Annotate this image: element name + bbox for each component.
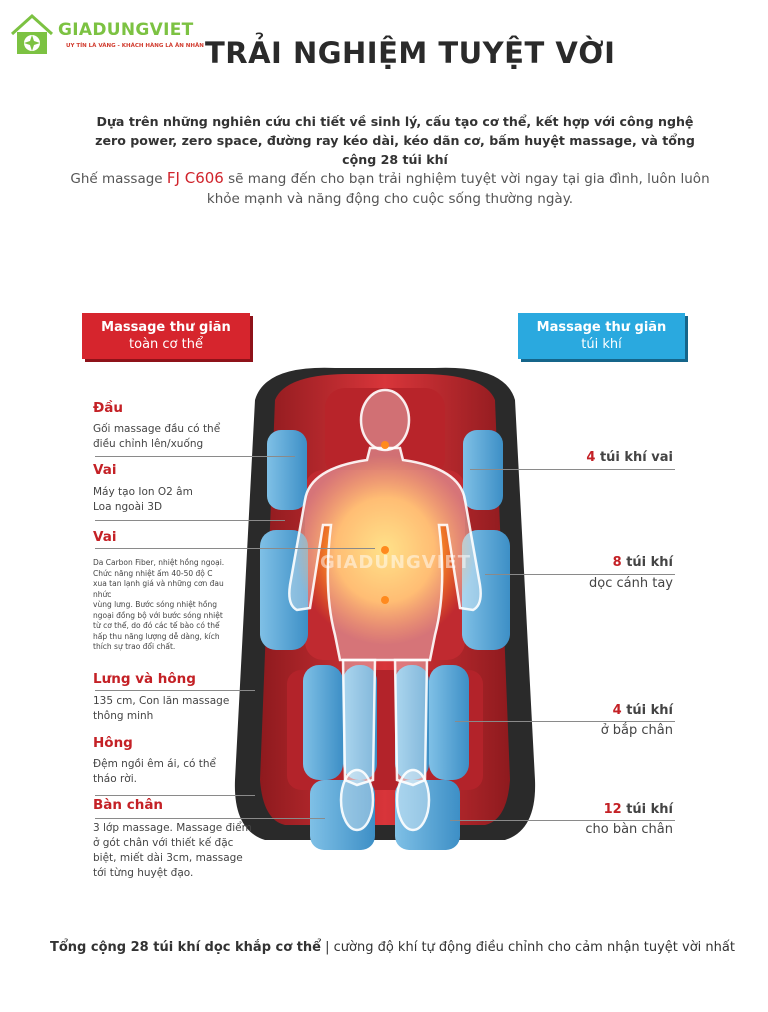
watermark: GIADUNGVIET bbox=[320, 552, 472, 573]
airbag-label: túi khí bbox=[626, 555, 673, 570]
airbag-count: 12 bbox=[603, 802, 622, 817]
feature-foot-airbag-desc: cho bàn chân bbox=[585, 822, 673, 837]
intro-text bbox=[60, 168, 720, 209]
airbag-label: túi khí bbox=[626, 802, 673, 817]
ribbon-full-body bbox=[82, 313, 250, 359]
feature-waist-title: Lưng và hông bbox=[93, 671, 196, 687]
desc-line: điều chỉnh lên/xuống bbox=[93, 438, 204, 450]
desc-line: Chức năng nhiệt ấm 40-50 độ C bbox=[93, 568, 213, 578]
feature-shoulder-title: Vai bbox=[93, 462, 117, 478]
desc-line: thích sự trao đổi chất. bbox=[93, 642, 176, 651]
leader-line bbox=[95, 548, 375, 549]
logo-name: GIADUNGVIET bbox=[58, 20, 194, 40]
desc-line: Loa ngoài 3D bbox=[93, 501, 163, 513]
brand-logo bbox=[10, 12, 204, 62]
desc-line: Gối massage đầu có thể bbox=[93, 423, 221, 435]
feature-calf-airbag bbox=[613, 703, 673, 718]
shoulder-airbag-right bbox=[463, 430, 503, 510]
massage-chair-illustration bbox=[225, 360, 545, 900]
feature-shoulder-airbag bbox=[586, 450, 673, 465]
leader-line bbox=[95, 795, 255, 796]
desc-line: ngoại đồng bộ với bước sóng nhiệt bbox=[93, 610, 223, 620]
airbag-count: 4 bbox=[612, 703, 622, 718]
desc-line: từ cơ thể, do đó các tế bào có thể bbox=[93, 621, 220, 630]
desc-line: 135 cm, Con lăn massage bbox=[93, 695, 230, 707]
feature-arm-airbag-desc: dọc cánh tay bbox=[589, 576, 673, 591]
head-hotspot bbox=[381, 441, 389, 449]
desc-line: nhức bbox=[93, 589, 112, 599]
desc-line: ở gót chân với thiết kế đặc bbox=[93, 837, 234, 849]
desc-line: xua tan lạnh giá và những cơn đau bbox=[93, 579, 224, 588]
airbag-label: túi khí bbox=[626, 703, 673, 718]
desc-line: vùng lưng. Bước sóng nhiệt hồng bbox=[93, 600, 217, 609]
house-leaf-icon bbox=[10, 12, 54, 56]
feature-hip-title: Hông bbox=[93, 735, 133, 751]
footer-summary bbox=[50, 940, 735, 955]
footer-bold: Tổng cộng 28 túi khí dọc khắp cơ thể bbox=[50, 940, 321, 955]
desc-line: tháo rời. bbox=[93, 773, 137, 785]
feature-hip-desc bbox=[93, 757, 216, 787]
feature-head-title: Đầu bbox=[93, 400, 124, 416]
feature-calf-airbag-desc: ở bắp chân bbox=[600, 723, 673, 738]
ribbon-right-line1: Massage thư giãn bbox=[536, 320, 667, 335]
logo-slogan: UY TÍN LÀ VÀNG - KHÁCH HÀNG LÀ ÂN NHÂN bbox=[66, 43, 204, 49]
desc-line: hấp thu năng lượng dễ dàng, kích bbox=[93, 631, 220, 641]
airbag-count: 8 bbox=[612, 555, 622, 570]
leader-line bbox=[470, 469, 675, 470]
leader-line bbox=[450, 820, 675, 821]
ribbon-airbag bbox=[518, 313, 685, 359]
desc-line: tới từng huyệt đạo. bbox=[93, 867, 194, 879]
model-name: FJ C606 bbox=[166, 169, 224, 187]
airbag-count: 4 bbox=[586, 450, 596, 465]
feature-foot-desc bbox=[93, 821, 252, 881]
intro-bold-text: Dựa trên những nghiên cứu chi tiết về sinh lý, cấu tạo cơ thể, kết hợp với công nghệ zero power, zero space, đường ray kéo dài, kéo dãn cơ, bấm huyệt massage, và tổng cộng 28 túi khí bbox=[95, 114, 695, 167]
desc-line: Đệm ngồi êm ái, có thể bbox=[93, 758, 216, 770]
intro-pre: Ghế massage bbox=[70, 171, 167, 187]
leader-line bbox=[95, 690, 255, 691]
feature-shoulder-desc bbox=[93, 485, 193, 515]
leader-line bbox=[485, 574, 675, 575]
ribbon-left-line2: toàn cơ thể bbox=[129, 337, 203, 352]
shoulder-airbag-left bbox=[267, 430, 307, 510]
leader-line bbox=[95, 520, 285, 521]
ribbon-left-line1: Massage thư giãn bbox=[101, 320, 231, 335]
feature-back-title: Vai bbox=[93, 529, 117, 545]
leader-line bbox=[95, 818, 325, 819]
intro-post: sẽ mang đến cho bạn trải nghiệm tuyệt vời ngay tại gia đình, luôn luôn khỏe mạnh và năng động cho cuộc sống thường ngày. bbox=[206, 171, 710, 207]
desc-line: Da Carbon Fiber, nhiệt hồng ngoại. bbox=[93, 558, 225, 567]
waist-hotspot bbox=[381, 596, 389, 604]
feature-foot-airbag bbox=[604, 802, 673, 817]
calf-airbag-4 bbox=[429, 665, 469, 780]
desc-line: biệt, miết dài 3cm, massage bbox=[93, 852, 243, 864]
ribbon-right-line2: túi khí bbox=[581, 337, 622, 352]
calf-airbag-1 bbox=[303, 665, 343, 780]
feature-foot-title: Bàn chân bbox=[93, 797, 164, 813]
feature-arm-airbag bbox=[613, 555, 673, 570]
page-title: TRẢI NGHIỆM TUYỆT VỜI bbox=[205, 36, 616, 70]
airbag-label: túi khí vai bbox=[599, 450, 673, 465]
desc-line: Máy tạo Ion O2 âm bbox=[93, 486, 193, 498]
feature-head-desc bbox=[93, 422, 220, 452]
footer-normal: | cường độ khí tự động điều chỉnh cho cảm nhận tuyệt vời nhất bbox=[320, 940, 735, 955]
leader-line bbox=[95, 456, 295, 457]
leader-line bbox=[455, 721, 675, 722]
feature-back-desc bbox=[93, 558, 263, 653]
desc-line: thông minh bbox=[93, 710, 154, 722]
desc-line: 3 lớp massage. Massage điểm bbox=[93, 822, 252, 834]
feature-waist-desc bbox=[93, 694, 229, 724]
